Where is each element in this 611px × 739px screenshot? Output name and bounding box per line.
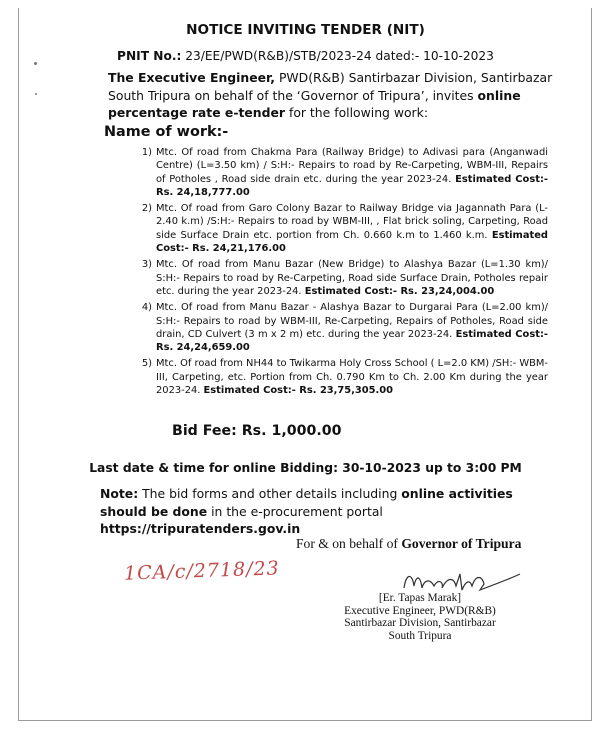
notice-title: NOTICE INVITING TENDER (NIT): [186, 22, 425, 38]
intro-text: PWD(R&B) Santirbazar Division, Santirbazar South Tripura on behalf of the ‘Governor of Tripura’, invites: [108, 70, 553, 103]
work-estimated-cost: Estimated Cost:- Rs. 24,21,176.00: [156, 229, 548, 255]
pnit-line: [0, 49, 611, 63]
work-item: [141, 146, 548, 199]
work-description: Mtc. Of road from Manu Bazar (New Bridge) to Alashya Bazar (L=1.30 km)/ S:H:- Repairs to road by Re-Carpeting, Road side Surface Drain, Potholes repair etc. during the year 2023-24.: [156, 259, 548, 297]
name-of-work-heading: Name of work:-: [104, 124, 229, 140]
note-label: Note:: [100, 486, 139, 501]
work-estimated-cost: Estimated Cost:- Rs. 24,18,777.00: [156, 173, 548, 198]
work-number: 2): [141, 203, 152, 215]
behalf-text: For & on behalf of: [296, 536, 402, 551]
work-number: 5): [141, 358, 152, 370]
behalf-line: [296, 536, 521, 552]
work-description: Mtc. Of road from Manu Bazar - Alashya Bazar to Durgarai Para (L=2.00 km)/ S:H:- Repairs to road by WBM-III, Re-Carpeting, Repairs of Potholes, Road side drain, CD Culvert (3 m x 2 m) etc. during the year 2023-24.: [156, 302, 548, 340]
signatory-district: South Tripura: [388, 629, 452, 642]
pnit-label: PNIT No.:: [117, 49, 182, 63]
work-number: 4): [141, 302, 152, 314]
intro-bold-lead: The Executive Engineer,: [108, 70, 276, 85]
signatory-block: [340, 592, 500, 642]
intro-bold-tail: online percentage rate e-tender: [108, 87, 521, 121]
work-number: 3): [141, 259, 152, 271]
last-date-line: [0, 461, 611, 475]
last-date-value: 30-10-2023: [342, 461, 421, 475]
work-item: [141, 301, 548, 354]
intro-paragraph: [108, 69, 578, 122]
signatory-name: [Er. Tapas Marak]: [378, 592, 462, 604]
work-number: 1): [141, 147, 152, 158]
last-date-label: Last date & time for online Bidding:: [89, 461, 343, 475]
bid-fee: Bid Fee: Rs. 1,000.00: [172, 423, 342, 439]
work-item: [141, 357, 548, 397]
work-estimated-cost: Estimated Cost:- Rs. 23,75,305.00: [203, 385, 394, 397]
pnit-value: 23/EE/PWD(R&B)/STB/2023-24 dated:- 10-10-2023: [181, 49, 494, 63]
work-item: [141, 202, 548, 255]
note-paragraph: [100, 485, 550, 538]
note-bold-1: online activities should be done: [100, 486, 513, 519]
work-description: Mtc. Of road from Garo Colony Bazar to Railway Bridge via Jagannath Para (L-2.40 k.m) /S:H:- Repairs to road by WBM-III, , Flat brick soling, Carpeting, Road side Surface Drain etc. portion from Ch. 0.660 k.m to 1.460 k.m.: [156, 203, 548, 241]
work-description: Mtc. Of road from NH44 to Twikarma Holy Cross School ( L=2.0 KM) /SH:- WBM-III, Carpeting, etc. Portion from Ch. 0.790 Km to Ch. 2.00 Km during the year 2023-24.: [156, 358, 548, 397]
intro-end: for the following work:: [285, 105, 429, 121]
handwritten-reference: 1CA/c/2718/23: [123, 557, 281, 585]
behalf-bold: Governor of Tripura: [401, 536, 522, 551]
work-description: Mtc. Of road from Chakma Para (Railway Bridge) to Adivasi para (Anganwadi Centre) (L=3.50 km) / S:H:- Repairs to road by Re-Carpeting, WBM-III, Repairs of Potholes , Road side drain etc. during the year 2023-24.: [156, 147, 548, 185]
work-item: [141, 258, 548, 298]
note-text-1: The bid forms and other details including: [138, 486, 402, 501]
signatory-office: Santirbazar Division, Santirbazar: [344, 617, 496, 630]
works-list: [141, 146, 548, 400]
work-estimated-cost: Estimated Cost:- Rs. 23,24,004.00: [304, 285, 495, 297]
portal-url: https://tripuratenders.gov.in: [100, 521, 301, 537]
last-time-value: 3:00 PM: [465, 461, 522, 475]
scan-speck: [35, 93, 37, 95]
signature-stroke: [404, 574, 520, 590]
signatory-designation: Executive Engineer, PWD(R&B): [344, 604, 496, 617]
note-text-2: in the e-procurement portal: [207, 503, 383, 519]
last-date-mid: up to: [420, 461, 466, 475]
work-estimated-cost: Estimated Cost:- Rs. 24,24,659.00: [156, 328, 548, 354]
